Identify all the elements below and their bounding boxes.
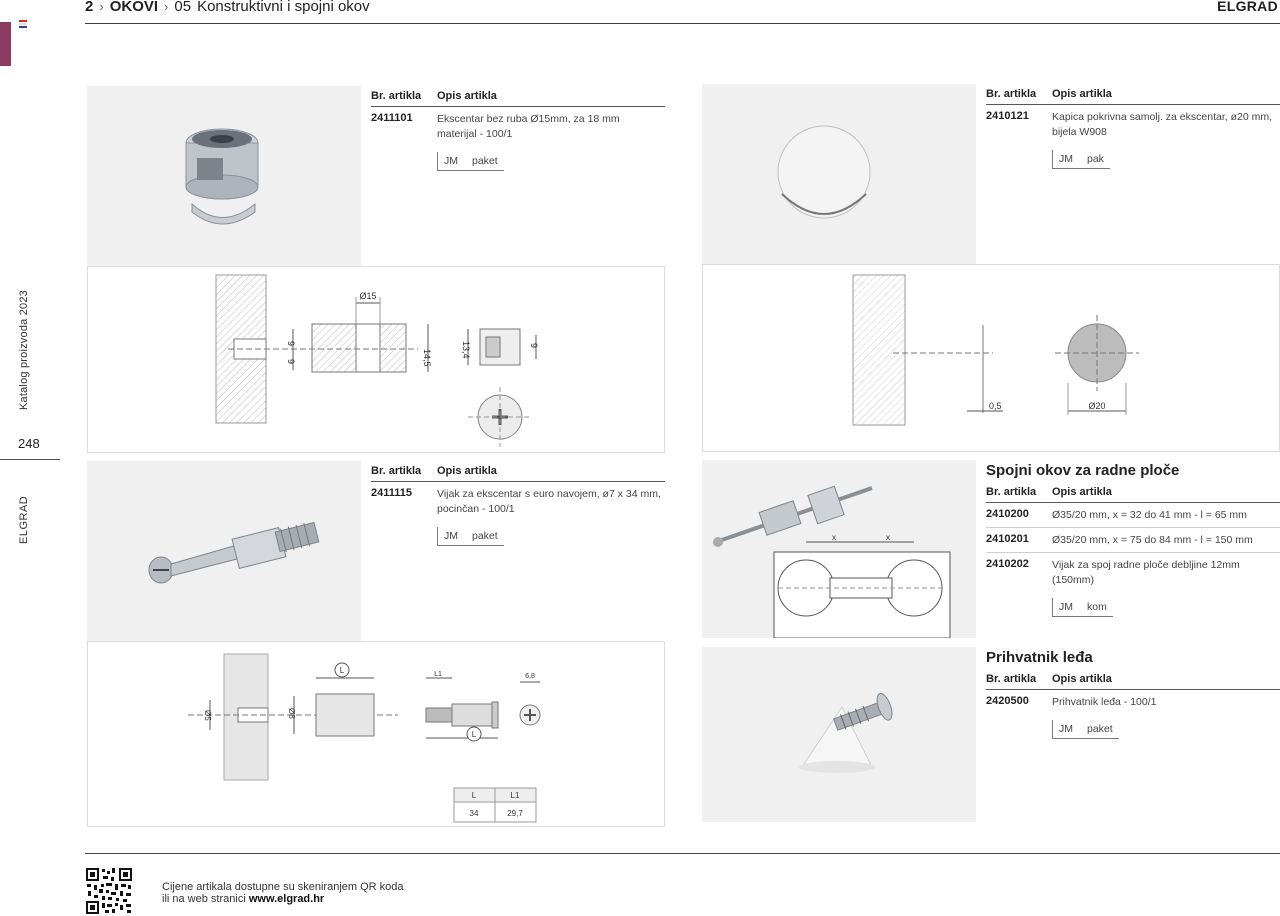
dimension-label: Ø15: [359, 291, 377, 301]
dimension-label: 13,4: [461, 341, 471, 359]
description-line: Vijak za ekscentar s euro navojem, ø7 x 34 mm,: [437, 488, 661, 500]
unit-value: paket: [1087, 723, 1113, 735]
article-description: [437, 487, 661, 517]
spec-table-header: L1: [510, 791, 520, 800]
unit-value: pak: [1087, 153, 1104, 165]
article-description: [437, 112, 620, 142]
unit-label: JM: [1059, 601, 1073, 613]
dimension-label: 9: [286, 359, 296, 365]
cover-cap-technical-drawing: [702, 264, 1280, 452]
table-row: [986, 690, 1280, 714]
table-header: [371, 90, 665, 107]
footer-note: [162, 881, 404, 905]
article-code: 2410200: [986, 508, 1029, 520]
article-code: 2411101: [371, 112, 413, 124]
unit-label: JM: [1059, 723, 1073, 735]
dimension-label: 14,5: [422, 349, 432, 367]
table-row: [986, 528, 1280, 553]
flag-icon: [19, 20, 27, 28]
article-description: Ø35/20 mm, x = 32 do 41 mm - l = 65 mm: [1052, 509, 1247, 521]
header-brand: ELGRAD: [1217, 0, 1278, 14]
column-header-article: Br. artikla: [986, 486, 1037, 498]
column-header-description: Opis artikla: [1052, 88, 1112, 100]
unit-box: [1052, 598, 1113, 617]
breadcrumb-chapter-number[interactable]: 2: [85, 0, 94, 15]
table-header: [986, 673, 1280, 690]
article-code: 2410201: [986, 533, 1029, 545]
unit-box: [437, 152, 504, 171]
breadcrumb: [85, 0, 370, 15]
back-panel-holder-photo: [702, 647, 976, 822]
column-header-description: Opis artikla: [1052, 673, 1112, 685]
column-header-article: Br. artikla: [371, 465, 422, 477]
footer-line-1: Cijene artikala dostupne su skeniranjem QR koda: [162, 881, 404, 893]
table-row: [371, 482, 665, 521]
table-header: [371, 465, 665, 482]
unit-value: paket: [472, 155, 498, 167]
spec-table-header: L: [471, 791, 477, 800]
dimension-label: 0,5: [989, 401, 1002, 411]
table-row: [986, 105, 1280, 144]
section-title: Prihvatnik leđa: [986, 649, 1093, 666]
table-row: [986, 553, 1280, 592]
page-number: 248: [18, 436, 40, 451]
article-description: Ø35/20 mm, x = 75 do 84 mm - l = 150 mm: [1052, 534, 1253, 546]
product-table-back-panel-holder: [986, 649, 1280, 739]
unit-label: JM: [444, 530, 458, 542]
column-header-article: Br. artikla: [371, 90, 422, 102]
table-header: [986, 88, 1280, 105]
dimension-label: x: [886, 533, 890, 542]
spec-table-value: 34: [469, 809, 479, 818]
description-line: Kapica pokrivna samolj. za ekscentar, ø20 mm,: [1052, 111, 1273, 123]
unit-box: [437, 527, 504, 546]
dimension-label: Ø5: [203, 710, 212, 721]
side-divider: [0, 459, 60, 460]
footer-line-2-prefix: ili na web stranici: [162, 893, 249, 905]
dimension-label: 9: [529, 343, 539, 349]
description-line: bijela W908: [1052, 126, 1107, 138]
product-table-2410121: [986, 88, 1280, 169]
eccentric-cam-technical-drawing: [87, 266, 665, 453]
product-table-2411115: [371, 465, 665, 546]
eccentric-cam-photo: [87, 86, 361, 266]
side-brand: ELGRAD: [18, 495, 30, 544]
dimension-label: L: [339, 666, 345, 675]
footer-divider: [85, 853, 1280, 854]
product-table-2411101: [371, 90, 665, 171]
unit-label: JM: [444, 155, 458, 167]
description-line: Ekscentar bez ruba Ø15mm, za 18 mm: [437, 113, 620, 125]
side-catalog-label: Katalog proizvoda 2023: [18, 290, 30, 410]
section-title: Spojni okov za radne ploče: [986, 462, 1180, 479]
cover-cap-photo: [702, 84, 976, 264]
eccentric-screw-photo: [87, 461, 361, 641]
column-header-article: Br. artikla: [986, 673, 1037, 685]
worktop-connector-photo: [702, 460, 976, 638]
breadcrumb-section-number[interactable]: 05: [174, 0, 192, 15]
dimension-label: 9: [286, 341, 296, 347]
product-table-worktop-connector: [986, 462, 1280, 617]
table-row: [986, 503, 1280, 528]
eccentric-screw-technical-drawing: [87, 641, 665, 827]
dimension-label: L: [471, 730, 477, 739]
unit-label: JM: [1059, 153, 1073, 165]
article-description: Vijak za spoj radne ploče debljine 12mm (150mm): [1052, 559, 1240, 586]
article-description: Prihvatnik leđa - 100/1: [1052, 696, 1157, 708]
column-header-description: Opis artikla: [437, 465, 497, 477]
unit-box: [1052, 720, 1119, 739]
page-header: [85, 0, 1280, 24]
article-code: 2410202: [986, 558, 1029, 570]
qr-code-icon[interactable]: [85, 867, 133, 915]
article-code: 2411115: [371, 487, 413, 499]
table-row: [371, 107, 665, 146]
column-header-description: Opis artikla: [1052, 486, 1112, 498]
footer-website-link[interactable]: www.elgrad.hr: [248, 893, 325, 905]
article-code: 2410121: [986, 110, 1029, 122]
unit-value: kom: [1087, 601, 1107, 613]
dimension-label: 6,8: [525, 673, 535, 680]
article-code: 2420500: [986, 695, 1029, 707]
breadcrumb-section-name[interactable]: Konstruktivni i spojni okov: [197, 0, 370, 15]
dimension-label: Ø20: [1088, 401, 1106, 411]
unit-box: [1052, 150, 1110, 169]
spec-table-value: 29,7: [507, 809, 523, 818]
chapter-color-tab: [0, 22, 11, 66]
description-line: materijal - 100/1: [437, 128, 513, 140]
dimension-label: L1: [434, 671, 442, 678]
description-line: pocinčan - 100/1: [437, 503, 515, 515]
breadcrumb-chapter-name[interactable]: OKOVI: [109, 0, 159, 15]
dimension-label: x: [832, 533, 836, 542]
column-header-description: Opis artikla: [437, 90, 497, 102]
chevron-right-icon: ›: [164, 0, 169, 14]
table-header: [986, 486, 1280, 503]
column-header-article: Br. artikla: [986, 88, 1037, 100]
chevron-right-icon: ›: [99, 0, 104, 14]
article-description: [1052, 110, 1272, 140]
dimension-label: Ø8: [287, 708, 296, 719]
unit-value: paket: [472, 530, 498, 542]
